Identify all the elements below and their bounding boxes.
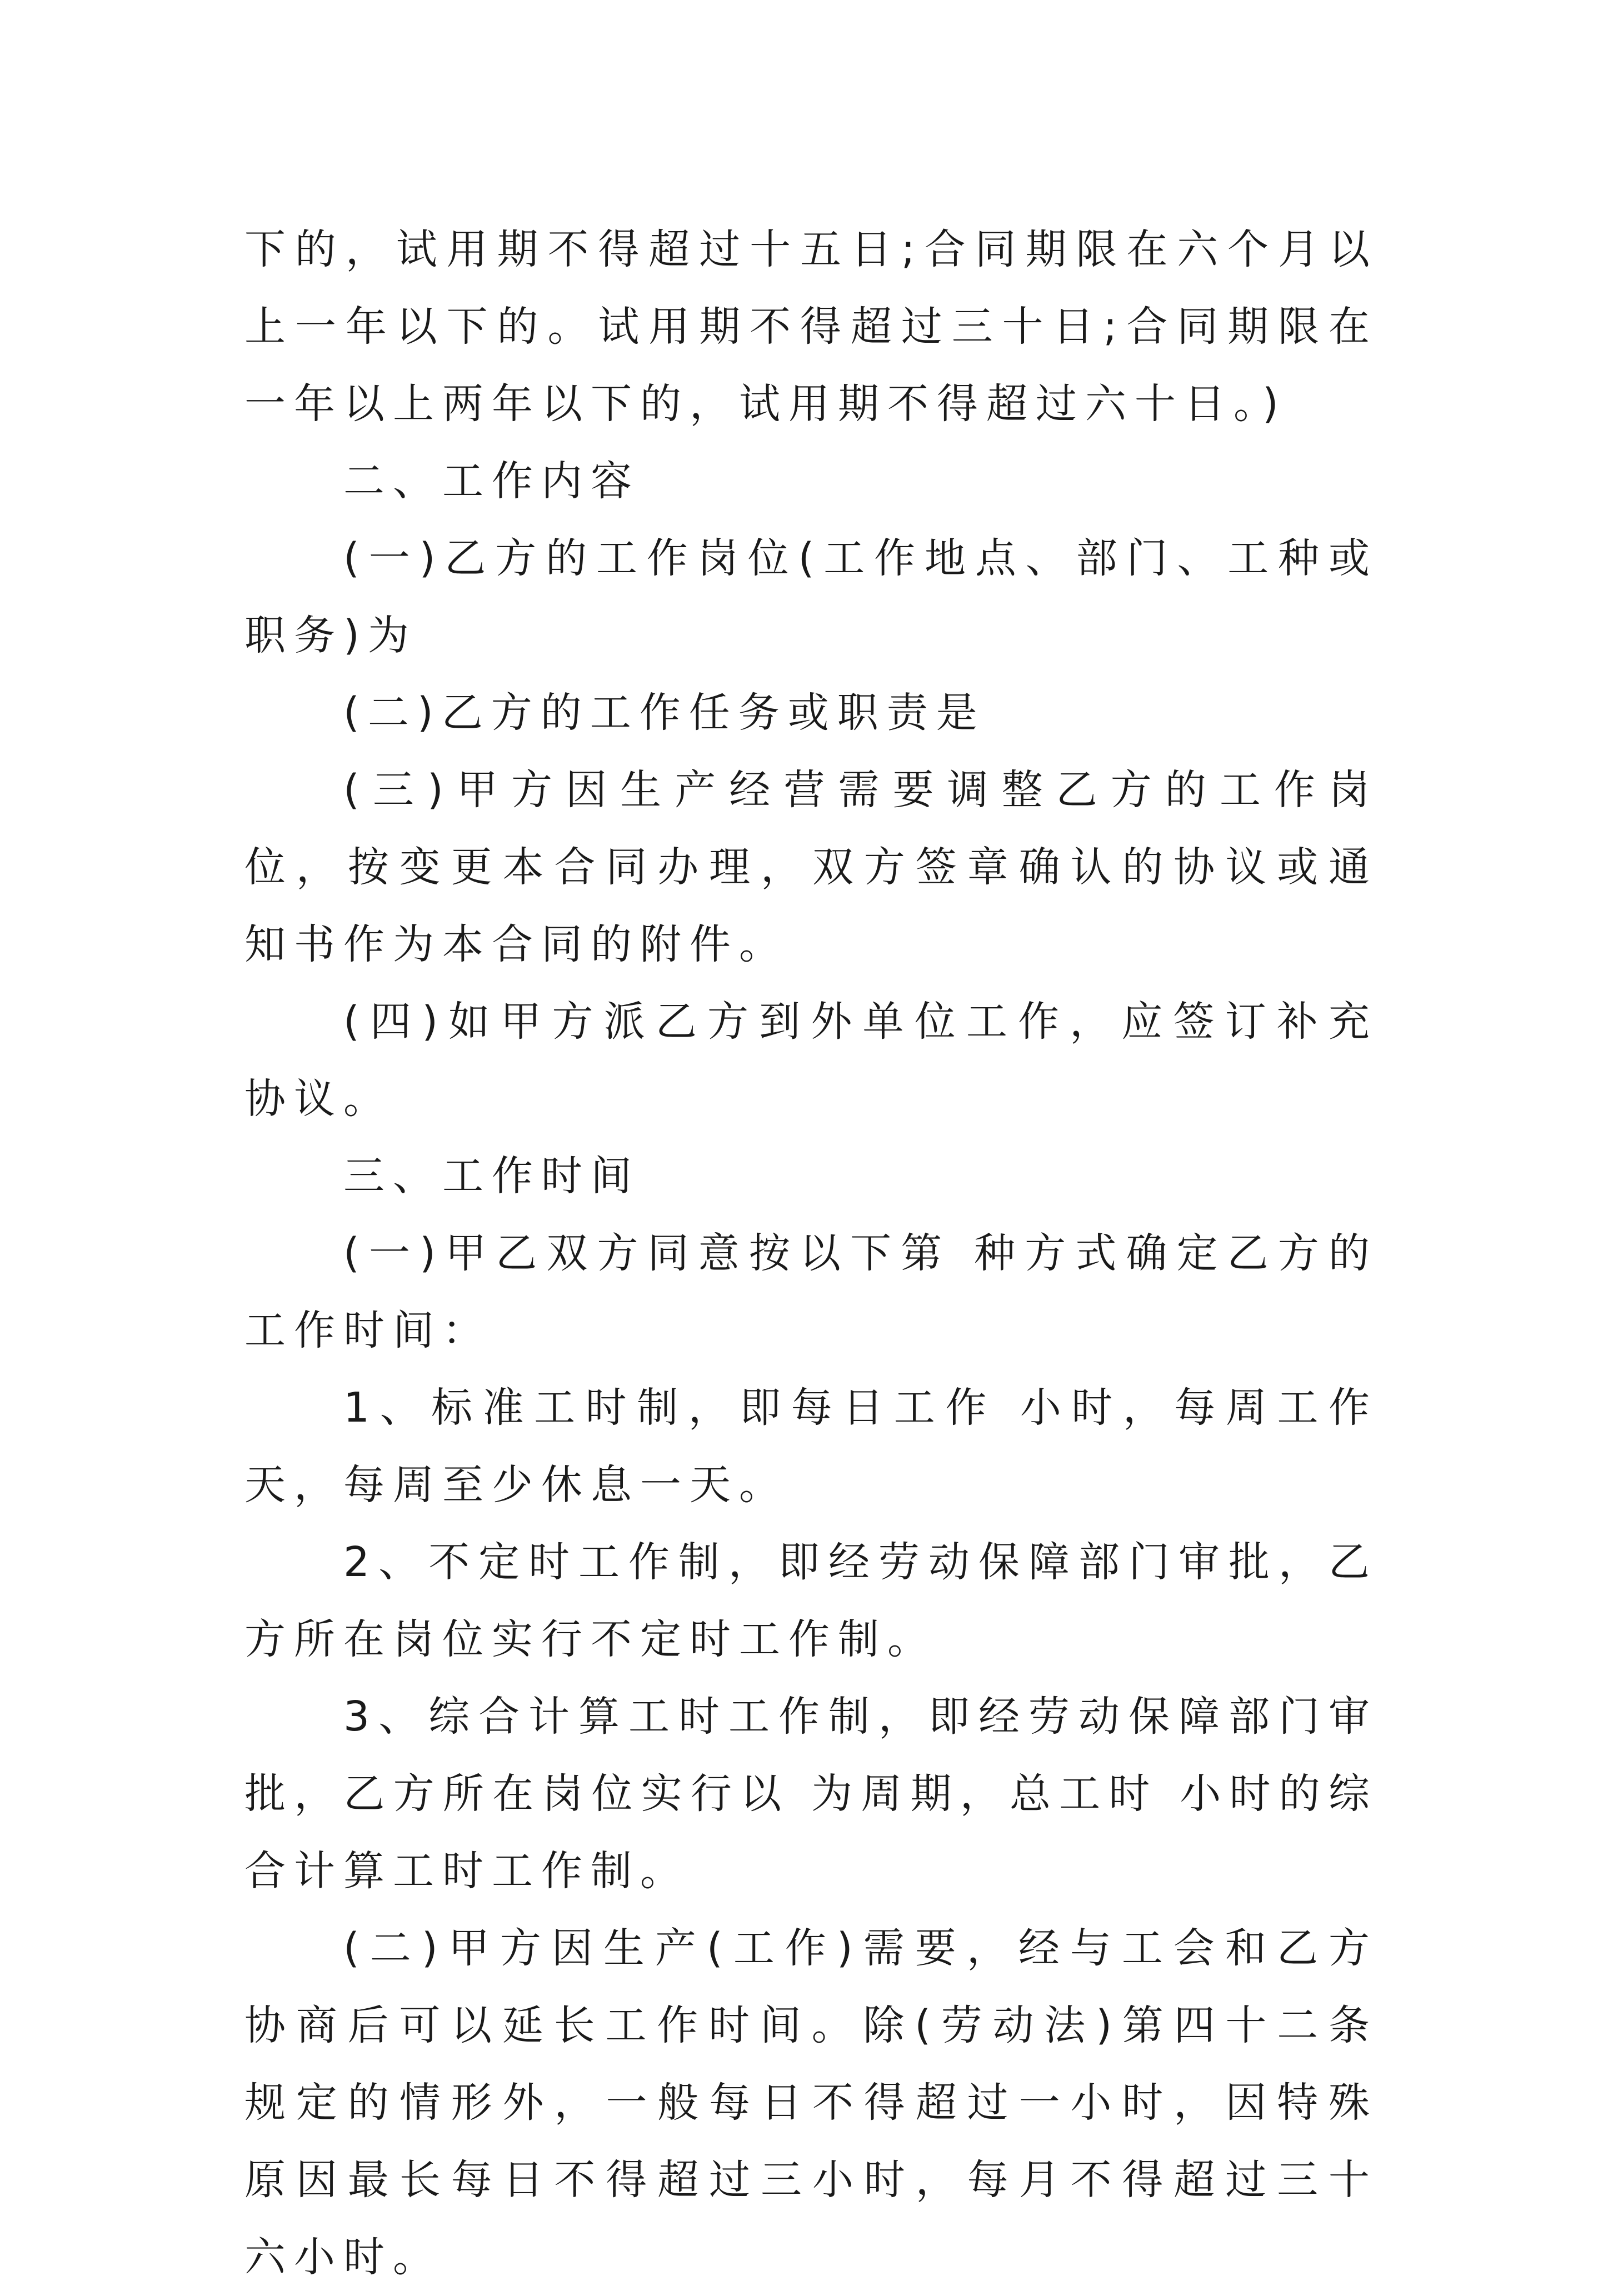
- paragraph-job-position: (一)乙方的工作岗位(工作地点、部门、工种或职务)为: [244, 534, 1378, 659]
- document-body: [244, 211, 1378, 2296]
- list-item-standard-hours: 1、标准工时制，即每日工作 小时，每周工作天，每周至少休息一天。: [244, 1384, 1378, 1509]
- section-heading-working-hours: 三、工作时间: [343, 1152, 640, 1200]
- paragraph-overtime: (二)甲方因生产(工作)需要，经与工会和乙方协商后可以延长工作时间。除(劳动法)第四十二条规定的情形外，一般每日不得超过一小时，因特殊原因最长每日不得超过三小时，每月不得超过三十六小时。: [244, 1924, 1378, 2281]
- list-item-flexible-hours: 2、不定时工作制，即经劳动保障部门审批，乙方所在岗位实行不定时工作制。: [244, 1538, 1378, 1663]
- paragraph-hours-method: (一)甲乙双方同意按以下第 种方式确定乙方的工作时间：: [244, 1229, 1378, 1354]
- paragraph-position-adjustment: (三)甲方因生产经营需要调整乙方的工作岗位，按变更本合同办理，双方签章确认的协议或通知书作为本合同的附件。: [244, 766, 1378, 968]
- section-heading-work-content: 二、工作内容: [343, 457, 640, 505]
- list-item-comprehensive-hours: 3、综合计算工时工作制，即经劳动保障部门审批，乙方所在岗位实行以 为周期，总工时 小时的综合计算工时工作制。: [244, 1693, 1378, 1895]
- paragraph-probation-continued: 下的，试用期不得超过十五日;合同期限在六个月以上一年以下的。试用期不得超过三十日;合同期限在一年以上两年以下的，试用期不得超过六十日。): [244, 226, 1378, 428]
- paragraph-job-duties: (二)乙方的工作任务或职责是: [343, 689, 986, 737]
- paragraph-external-assignment: (四)如甲方派乙方到外单位工作，应签订补充协议。: [244, 998, 1378, 1123]
